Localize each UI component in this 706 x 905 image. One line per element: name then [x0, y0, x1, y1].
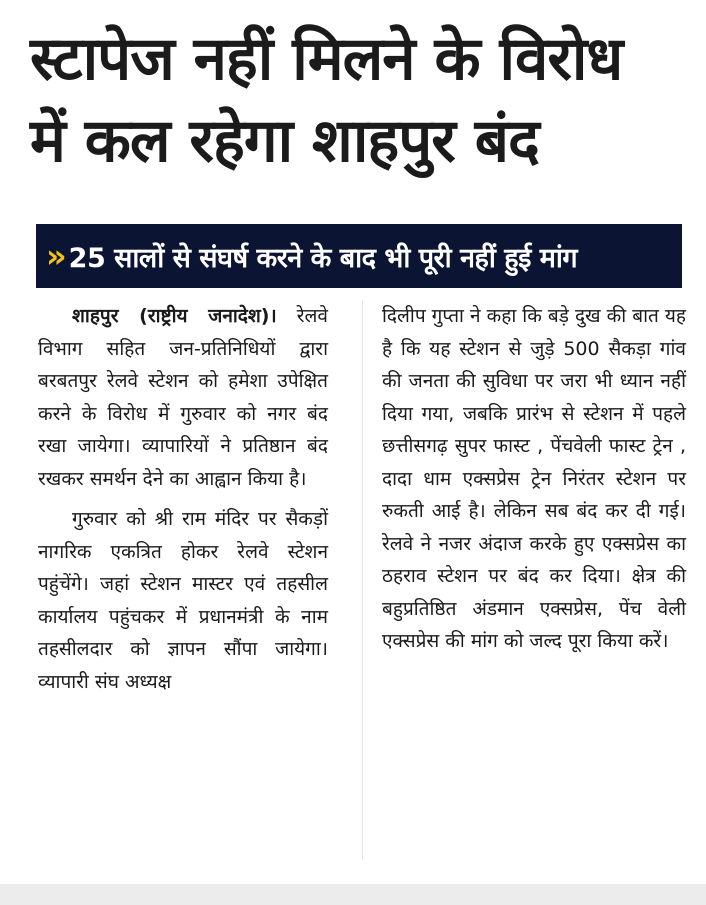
paragraph-text: रेलवे विभाग सहित जन-प्रतिनिधियों द्वारा बरबतपुर रेलवे स्टेशन को हमेशा उपेक्षित करने के विरोध में गुरुवार को नगर बंद रखा जायेगा। व्यापारियों ने प्रतिष्ठान बंद रखकर समर्थन देने का आह्वान किया है।: [38, 305, 328, 490]
headline: [30, 18, 690, 182]
dateline: शाहपुर (राष्ट्रीय जनादेश)।: [72, 305, 277, 327]
article-paragraph: [382, 300, 686, 658]
paragraph-text: दिलीप गुप्ता ने कहा कि बड़े दुख की बात यह है कि यह स्टेशन से जुड़े 500 सैकड़ा गांव की जनता की सुविधा पर जरा भी ध्यान नहीं दिया गया, जबकि प्रारंभ से स्टेशन में पहले छत्तीसगढ़ सुपर फास्ट , पेंचवेली फास्ट ट्रेन , दादा धाम एक्सप्रेस ट्रेन निरंतर स्टेशन पर रुकती आई है। लेकिन सब बंद कर दी गई। रेलवे ने नजर अंदाज करके हुए एक्सप्रेस का ठहराव स्टेशन पर बंद कर दिया। क्षेत्र की बहुप्रतिष्ठित अंडमान एक्सप्रेस, पेंच वेली एक्सप्रेस की मांग को जल्द पूरा किया करें।: [382, 305, 686, 652]
article-paragraph: [38, 503, 328, 698]
headline-line-2: में कल रहेगा शाहपुर बंद: [30, 106, 539, 176]
bottom-strip: [0, 884, 706, 905]
article-column-right: [382, 300, 686, 658]
paragraph-text: गुरुवार को श्री राम मंदिर पर सैकड़ों नागरिक एकत्रित होकर रेलवे स्टेशन पहुंचेंगे। जहां स्टेशन मास्टर एवं तहसील कार्यालय पहुंचकर में प्रधानमंत्री के नाम तहसीलदार को ज्ञापन सौंपा जायेगा। व्यापारी संघ अध्यक्ष: [38, 508, 328, 693]
subheadline-text: 25 सालों से संघर्ष करने के बाद भी पूरी नहीं हुई मांग: [68, 242, 578, 274]
double-chevron-icon: »: [46, 237, 61, 275]
subheadline-bar: [36, 224, 682, 288]
article-paragraph: [38, 300, 328, 495]
article-column-left: [38, 300, 328, 698]
headline-line-1: स्टापेज नहीं मिलने के विरोध: [30, 24, 623, 94]
column-divider: [362, 300, 363, 860]
